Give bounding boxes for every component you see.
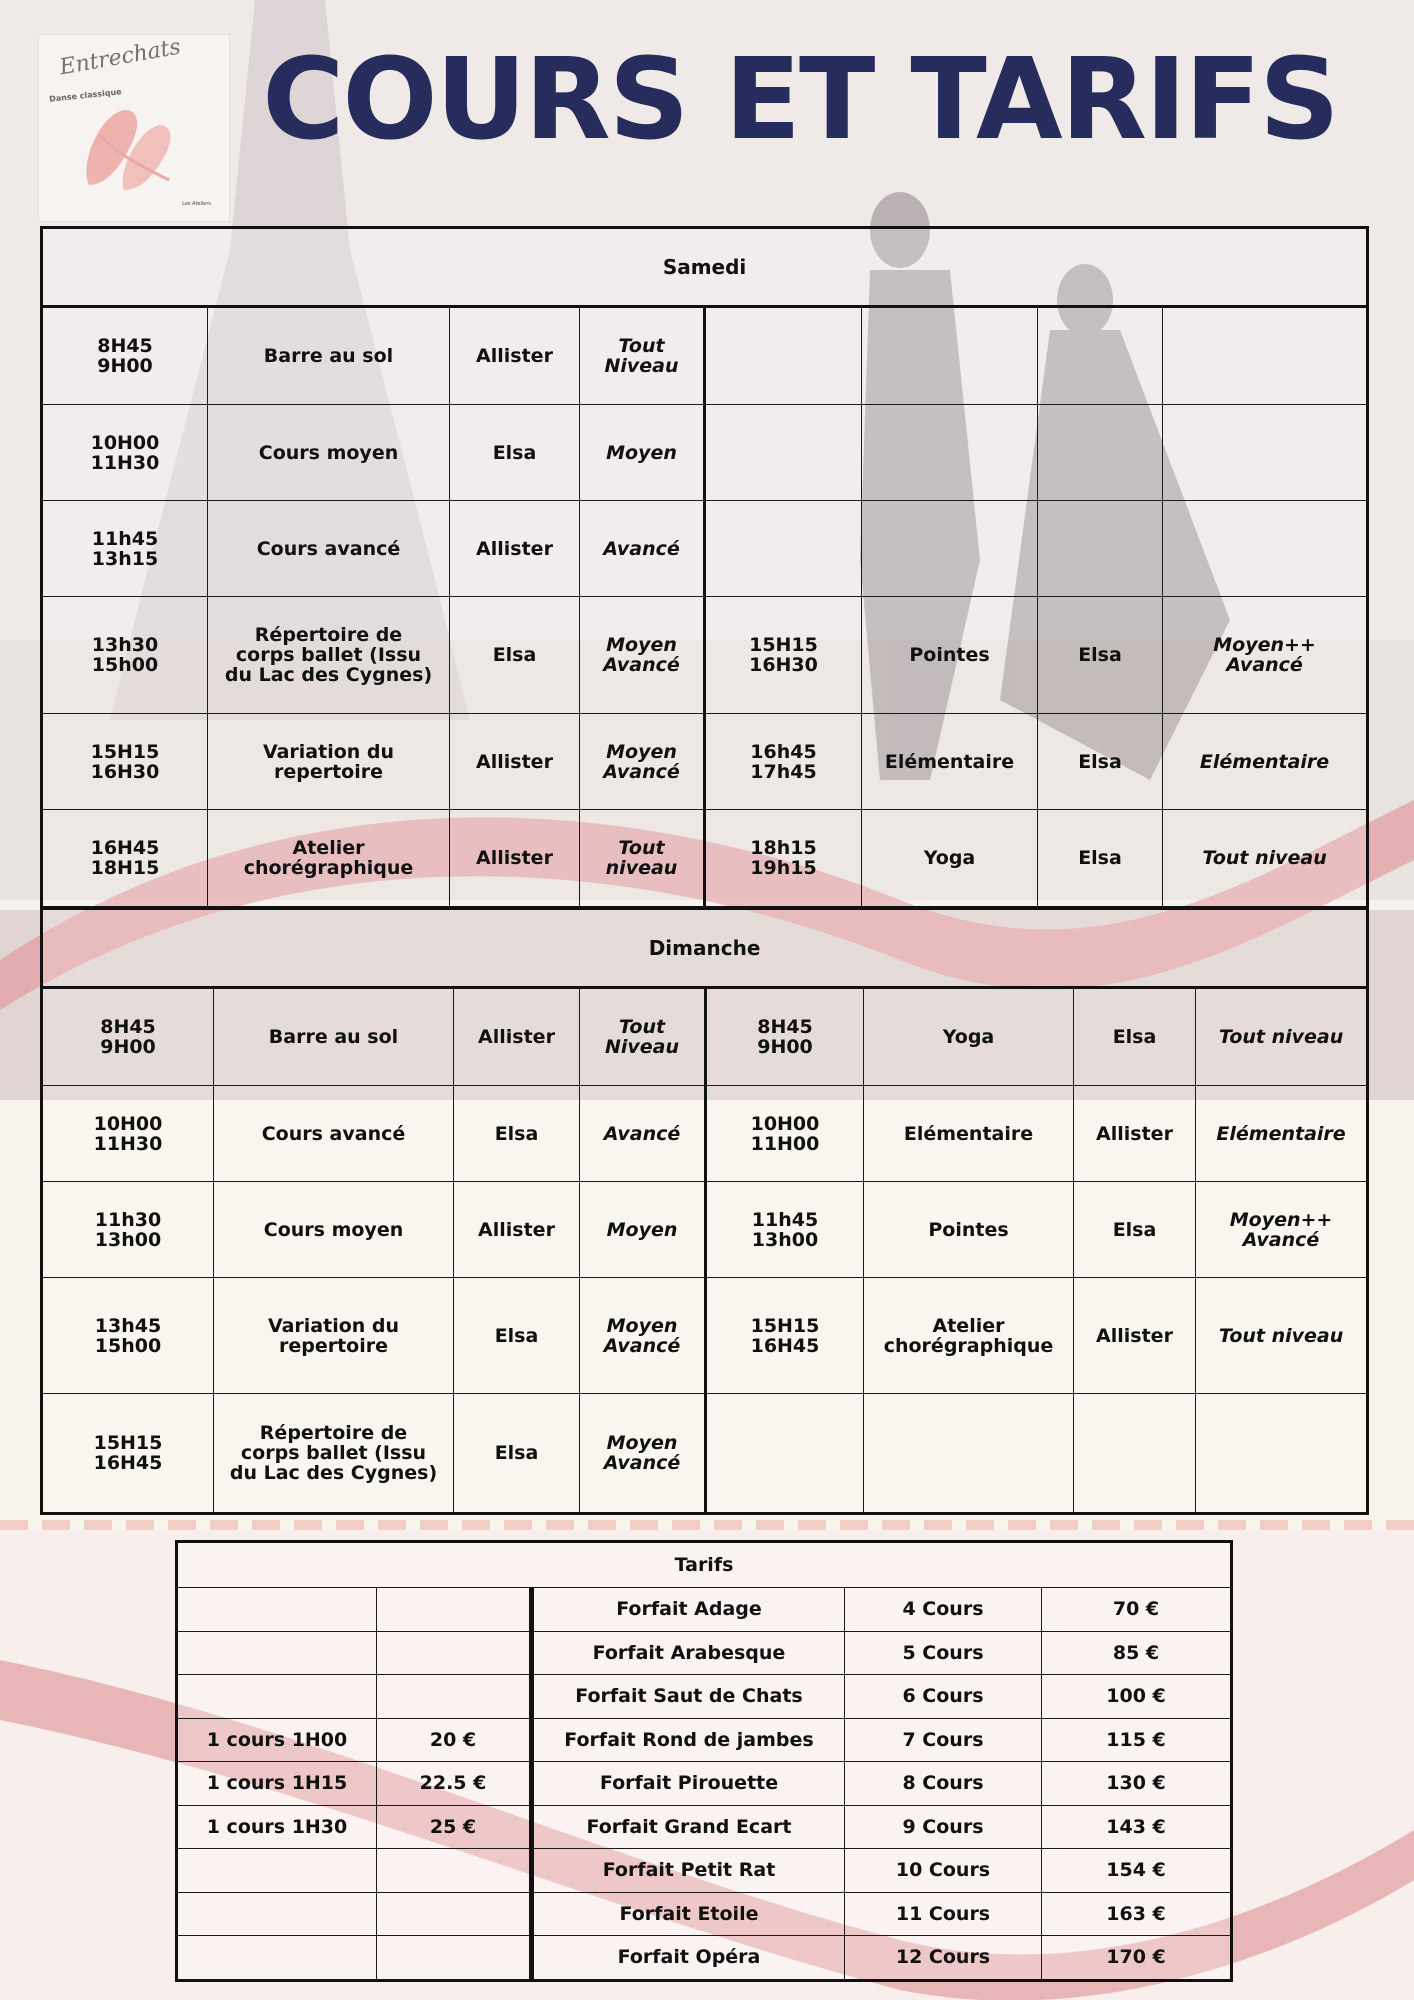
course-text: Cours avancé [261,1122,406,1145]
course-text: du Lac des Cygnes) [224,664,433,686]
time-text: 18h15 [750,837,817,859]
teacher-cell [454,1278,580,1394]
teacher-cell [1038,501,1163,597]
time-text: 11h45 [91,527,159,550]
time-text: 16H30 [90,760,160,783]
teacher-text: Elsa [494,1122,539,1145]
teacher-text: Elsa [494,1442,539,1464]
level-text: Moyen [606,740,677,763]
time-cell [706,1278,864,1394]
tarif-row [177,1936,1232,1981]
tarif-row [177,1588,1232,1632]
teacher-text: Elsa [494,1324,539,1347]
course-text: Yoga [942,1026,995,1048]
teacher-text: Allister [476,847,553,869]
time-text: 10H00 [90,431,160,454]
course-text: Elémentaire [903,1122,1034,1145]
course-cell [864,1278,1074,1394]
course-cell [208,501,450,597]
course-text: du Lac des Cygnes) [229,1462,438,1484]
teacher-cell [1038,307,1163,405]
time-text: 16h45 [750,740,817,763]
teacher-cell [454,1394,580,1514]
package-count-cell: 5 Cours [845,1631,1042,1675]
teacher-cell [450,501,580,597]
level-cell [580,810,705,908]
single-class-price-cell [377,1588,532,1632]
single-class-price-cell [377,1892,532,1936]
tarif-row [177,1805,1232,1849]
teacher-cell [450,714,580,810]
schedule-row [42,597,1368,714]
teacher-cell [454,1086,580,1182]
course-text: Yoga [923,847,976,869]
package-name-cell: Forfait Rond de jambes [532,1718,845,1762]
teacher-text: Elsa [1112,1026,1157,1048]
level-cell [580,714,705,810]
level-cell [1163,307,1368,405]
teacher-text: Allister [1096,1324,1173,1347]
time-text: 13h15 [91,547,159,570]
course-cell [862,307,1038,405]
single-class-label-cell: 1 cours 1H15 [177,1762,377,1806]
course-cell [862,810,1038,908]
studio-logo [38,34,230,222]
course-cell [214,988,454,1086]
logo-subtitle: Danse classique [48,87,122,104]
course-text: corps ballet (Issu [240,1442,427,1464]
single-class-label-cell [177,1588,377,1632]
course-cell [862,501,1038,597]
level-cell [580,1086,706,1182]
dimanche-title: Dimanche [42,909,1368,988]
single-class-price-cell [377,1631,532,1675]
teacher-cell [1074,1182,1196,1278]
teacher-text: Elsa [492,441,537,464]
course-cell [864,1394,1074,1514]
time-text: 19h15 [750,857,817,879]
package-name-cell: Forfait Petit Rat [532,1849,845,1893]
teacher-cell [454,1182,580,1278]
time-text: 11h45 [751,1208,819,1231]
teacher-cell [1074,1278,1196,1394]
teacher-text: Allister [476,750,553,773]
teacher-cell [454,988,580,1086]
time-text: 8H45 [97,335,153,357]
course-text: chorégraphique [243,857,414,879]
schedule-row [42,714,1368,810]
time-text: 15H15 [90,740,160,763]
package-price-cell: 154 € [1042,1849,1232,1893]
time-text: 13h00 [751,1228,819,1251]
level-cell [580,1394,706,1514]
teacher-cell [1038,597,1163,714]
time-cell [42,597,208,714]
level-cell [580,597,705,714]
single-class-price-cell: 22.5 € [377,1762,532,1806]
course-text: Barre au sol [263,345,394,367]
package-price-cell: 115 € [1042,1718,1232,1762]
course-text: Cours moyen [263,1218,404,1241]
single-class-label-cell [177,1849,377,1893]
tarif-row [177,1892,1232,1936]
time-text: 11H00 [750,1132,820,1155]
level-cell [580,1182,706,1278]
package-name-cell: Forfait Pirouette [532,1762,845,1806]
level-text: Tout niveau [1202,847,1327,869]
time-text: 15H15 [749,634,818,656]
level-cell [1196,1278,1368,1394]
package-price-cell: 170 € [1042,1936,1232,1981]
pointe-shoes-icon [69,95,189,205]
course-cell [208,597,450,714]
teacher-cell [1038,714,1163,810]
time-text: 17h45 [750,760,817,783]
teacher-text: Allister [478,1218,555,1241]
course-cell [862,597,1038,714]
time-cell [705,307,862,405]
time-cell [705,501,862,597]
level-text: Avancé [603,760,680,783]
level-cell [1196,1086,1368,1182]
logo-brand: Entrechats [57,34,183,81]
course-text: Cours avancé [256,537,401,560]
time-cell [42,810,208,908]
time-text: 13h45 [94,1314,162,1337]
course-cell [214,1086,454,1182]
teacher-text: Elsa [1078,644,1122,666]
package-name-cell: Forfait Adage [532,1588,845,1632]
level-cell [580,307,705,405]
course-text: Pointes [909,644,990,666]
single-class-label-cell [177,1631,377,1675]
time-cell [705,810,862,908]
level-text: Moyen [606,441,677,464]
single-class-price-cell [377,1936,532,1981]
level-text: Tout niveau [1218,1324,1344,1347]
samedi-title: Samedi [42,228,1368,307]
course-text: Variation du [262,740,395,763]
course-cell [208,810,450,908]
schedule-row [42,810,1368,908]
teacher-text: Elsa [1112,1218,1157,1241]
package-name-cell: Forfait Grand Ecart [532,1805,845,1849]
level-text: Avancé [1242,1228,1320,1251]
level-text: Moyen [606,1432,678,1454]
tarif-row [177,1762,1232,1806]
course-cell [862,714,1038,810]
schedule-row [42,1086,1368,1182]
time-cell [706,1182,864,1278]
package-name-cell: Forfait Etoile [532,1892,845,1936]
course-text: Variation du [267,1314,400,1337]
time-text: 13h00 [94,1228,162,1251]
course-cell [864,1086,1074,1182]
course-text: Atelier [292,837,365,859]
time-cell [42,307,208,405]
level-text: Avancé [603,654,680,676]
course-cell [864,988,1074,1086]
time-text: 8H45 [100,1016,156,1038]
schedule-row [42,1182,1368,1278]
logo-small-text: Les Ateliers [182,201,211,207]
course-cell [208,405,450,501]
time-text: 10H00 [93,1112,163,1135]
course-text: Atelier [932,1314,1005,1337]
level-cell [1196,1394,1368,1514]
tarifs-table [175,1540,1233,1982]
teacher-text: Allister [1096,1122,1173,1145]
level-text: Moyen [606,1218,678,1241]
tarif-row [177,1718,1232,1762]
package-price-cell: 163 € [1042,1892,1232,1936]
level-cell [1163,405,1368,501]
course-text: chorégraphique [883,1334,1054,1357]
package-count-cell: 8 Cours [845,1762,1042,1806]
level-text: Avancé [603,1452,681,1474]
level-cell [580,405,705,501]
level-text: niveau [605,857,678,879]
package-name-cell: Forfait Opéra [532,1936,845,1981]
time-cell [42,405,208,501]
samedi-schedule-table [40,226,1369,909]
level-cell [580,988,706,1086]
level-text: Moyen [606,634,677,656]
level-text: Tout niveau [1218,1026,1344,1048]
package-count-cell: 9 Cours [845,1805,1042,1849]
single-class-price-cell: 25 € [377,1805,532,1849]
package-price-cell: 100 € [1042,1675,1232,1719]
level-cell [1163,714,1368,810]
time-text: 15h00 [91,654,159,676]
teacher-text: Elsa [1078,750,1122,773]
time-cell [42,988,214,1086]
level-text: Avancé [603,1334,681,1357]
level-text: Moyen [606,1314,678,1337]
course-text: corps ballet (Issu [235,644,422,666]
tarif-row [177,1631,1232,1675]
time-cell [42,1278,214,1394]
time-text: 11h30 [94,1208,162,1231]
teacher-cell [1038,405,1163,501]
single-class-price-cell [377,1849,532,1893]
course-text: repertoire [278,1334,389,1357]
level-text: Avancé [1226,654,1303,676]
teacher-cell [450,405,580,501]
schedule-row [42,1278,1368,1394]
time-text: 16H45 [750,1334,820,1357]
single-class-label-cell [177,1936,377,1981]
time-cell [42,1394,214,1514]
level-text: Niveau [604,355,679,377]
package-count-cell: 6 Cours [845,1675,1042,1719]
course-text: Pointes [928,1218,1009,1241]
package-count-cell: 4 Cours [845,1588,1042,1632]
time-text: 16H45 [90,837,160,859]
course-text: Répertoire de [259,1422,408,1444]
schedule-row [42,988,1368,1086]
time-cell [705,405,862,501]
teacher-cell [1074,988,1196,1086]
time-cell [42,714,208,810]
course-text: repertoire [273,760,384,783]
package-count-cell: 11 Cours [845,1892,1042,1936]
course-text: Barre au sol [268,1026,399,1048]
time-text: 10H00 [750,1112,820,1135]
course-text: Elémentaire [884,750,1015,773]
teacher-text: Allister [476,345,553,367]
time-text: 9H00 [97,355,153,377]
single-class-label-cell: 1 cours 1H30 [177,1805,377,1849]
course-cell [214,1278,454,1394]
time-cell [706,1394,864,1514]
time-text: 15H15 [93,1432,163,1454]
schedule-row [42,405,1368,501]
teacher-text: Elsa [492,644,537,666]
teacher-text: Allister [478,1026,555,1048]
level-text: Tout [618,837,665,859]
single-class-price-cell [377,1675,532,1719]
level-text: Niveau [604,1036,680,1058]
time-text: 9H00 [757,1036,813,1058]
tarif-row [177,1675,1232,1719]
teacher-cell [1038,810,1163,908]
schedule-row [42,1394,1368,1514]
time-cell [42,501,208,597]
package-count-cell: 12 Cours [845,1936,1042,1981]
single-class-label-cell [177,1675,377,1719]
level-text: Elémentaire [1199,750,1330,773]
level-cell [1163,597,1368,714]
time-text: 18H15 [90,857,160,879]
package-price-cell: 130 € [1042,1762,1232,1806]
tarif-row [177,1849,1232,1893]
level-text: Avancé [603,537,680,560]
teacher-cell [450,810,580,908]
level-text: Moyen++ [1213,634,1316,656]
time-cell [706,988,864,1086]
dimanche-schedule-table [40,907,1369,1515]
time-text: 16H30 [749,654,818,676]
course-cell [214,1394,454,1514]
teacher-text: Elsa [1078,847,1122,869]
package-count-cell: 7 Cours [845,1718,1042,1762]
level-cell [580,501,705,597]
page-title: COURS ET TARIFS [262,35,1338,165]
level-text: Tout [618,335,665,357]
level-cell [1163,810,1368,908]
package-price-cell: 143 € [1042,1805,1232,1849]
single-class-label-cell [177,1892,377,1936]
package-price-cell: 85 € [1042,1631,1232,1675]
time-text: 9H00 [100,1036,156,1058]
level-text: Moyen++ [1229,1208,1333,1231]
time-text: 15h00 [94,1334,162,1357]
time-text: 16H45 [93,1452,163,1474]
tarifs-title: Tarifs [177,1542,1232,1588]
package-name-cell: Forfait Saut de Chats [532,1675,845,1719]
time-cell [706,1086,864,1182]
level-cell [1196,1182,1368,1278]
level-cell [1163,501,1368,597]
level-text: Elémentaire [1216,1122,1346,1145]
schedule-row [42,501,1368,597]
time-cell [42,1086,214,1182]
level-text: Avancé [603,1122,681,1145]
course-cell [214,1182,454,1278]
course-cell [208,307,450,405]
package-count-cell: 10 Cours [845,1849,1042,1893]
time-text: 11H30 [93,1132,163,1155]
course-cell [208,714,450,810]
time-text: 13h30 [91,634,159,656]
level-text: Tout [618,1016,666,1038]
teacher-cell [1074,1394,1196,1514]
level-cell [1196,988,1368,1086]
time-cell [705,714,862,810]
course-text: Cours moyen [258,441,399,464]
teacher-cell [1074,1086,1196,1182]
course-text: Répertoire de [254,624,403,646]
course-cell [864,1182,1074,1278]
package-name-cell: Forfait Arabesque [532,1631,845,1675]
teacher-cell [450,307,580,405]
time-text: 8H45 [757,1016,813,1038]
package-price-cell: 70 € [1042,1588,1232,1632]
schedule-row [42,307,1368,405]
course-cell [862,405,1038,501]
time-cell [42,1182,214,1278]
time-text: 15H15 [750,1314,820,1337]
level-cell [580,1278,706,1394]
teacher-text: Allister [476,537,553,560]
single-class-label-cell: 1 cours 1H00 [177,1718,377,1762]
teacher-cell [450,597,580,714]
single-class-price-cell: 20 € [377,1718,532,1762]
time-cell [705,597,862,714]
time-text: 11H30 [90,451,160,474]
